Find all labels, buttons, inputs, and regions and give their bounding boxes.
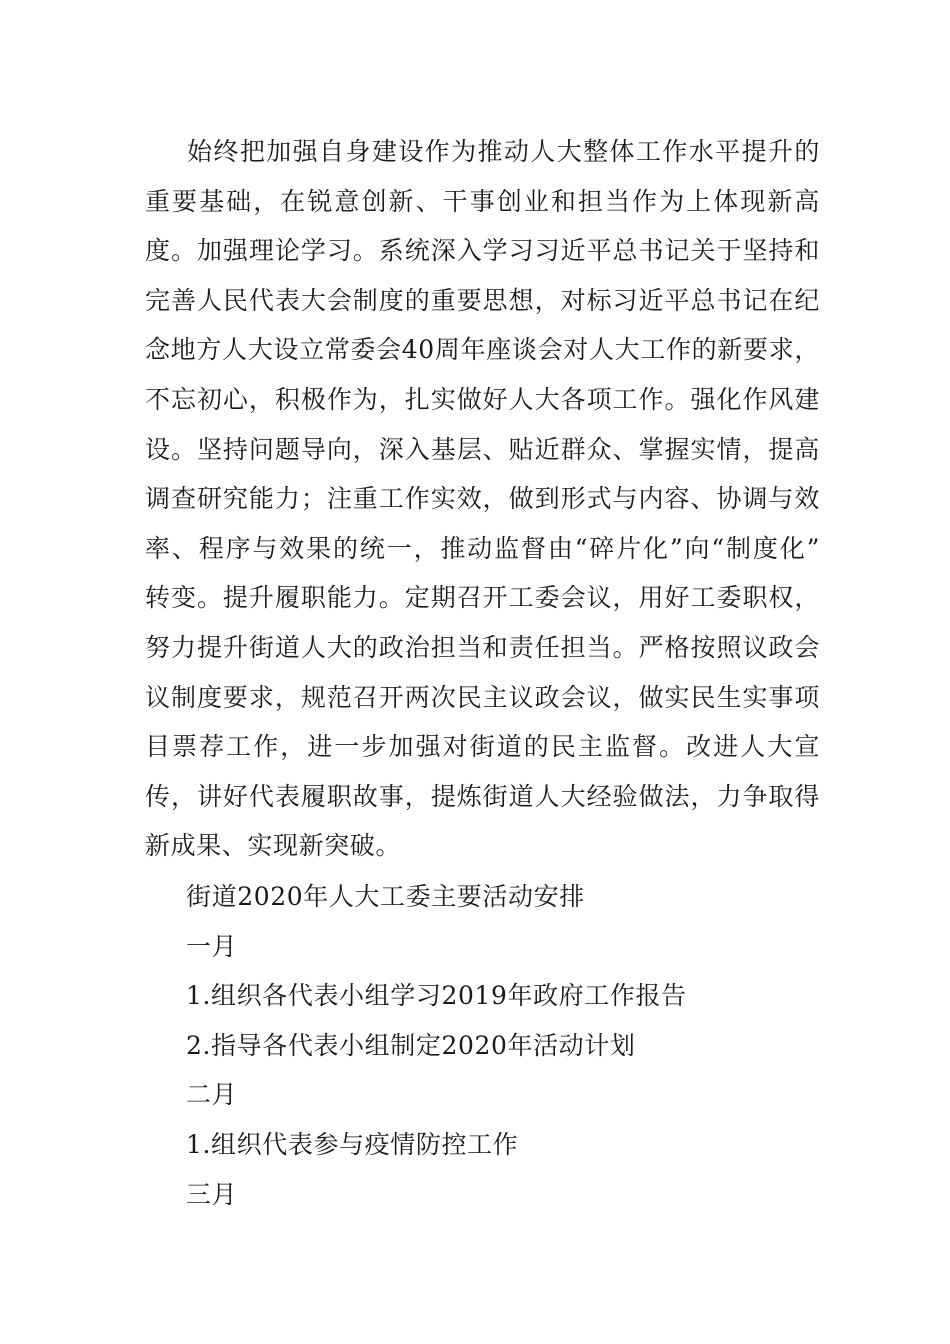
schedule-title: 街道2020年人大工委主要活动安排 — [186, 882, 585, 911]
activity-schedule — [186, 872, 816, 1219]
schedule-item: 1.组织代表参与疫情防控工作 — [186, 1129, 519, 1159]
body-paragraph: 始终把加强自身建设作为推动人大整体工作水平提升的重要基础，在锐意创新、干事创业和担当作为上体现新高度。加强理论学习。系统深入学习习近平总书记关于坚持和完善人民代表大会制度的重要思想，对标习近平总书记在纪念地方人大设立常委会40周年座谈会对人大工作的新要求，不忘初心，积极作为，扎实做好人大各项工作。强化作风建设。坚持问题导向，深入基层、贴近群众、掌握实情，提高调查研究能力；注重工作实效，做到形式与内容、协调与效率、程序与效果的统一，推动监督由“碎片化”向“制度化” 转变。提升履职能力。定期召开工委会议，用好工委职权，努力提升街道人大的政治担当和责任担当。严格按照议政会议制度要求，规范召开两次民主议政会议，做实民生实事项目票荐工作，进一步加强对街道的民主监督。改进人大宣传，讲好代表履职故事，提炼街道人大经验做法，力争取得新成果、实现新突破。 — [145, 137, 820, 861]
schedule-month-heading: 一月 — [186, 931, 238, 961]
schedule-item: 1.组织各代表小组学习2019年政府工作报告 — [186, 981, 687, 1011]
schedule-month-heading: 三月 — [186, 1179, 238, 1209]
schedule-month-heading: 二月 — [186, 1080, 238, 1110]
schedule-item: 2.指导各代表小组制定2020年活动计划 — [186, 1030, 636, 1060]
